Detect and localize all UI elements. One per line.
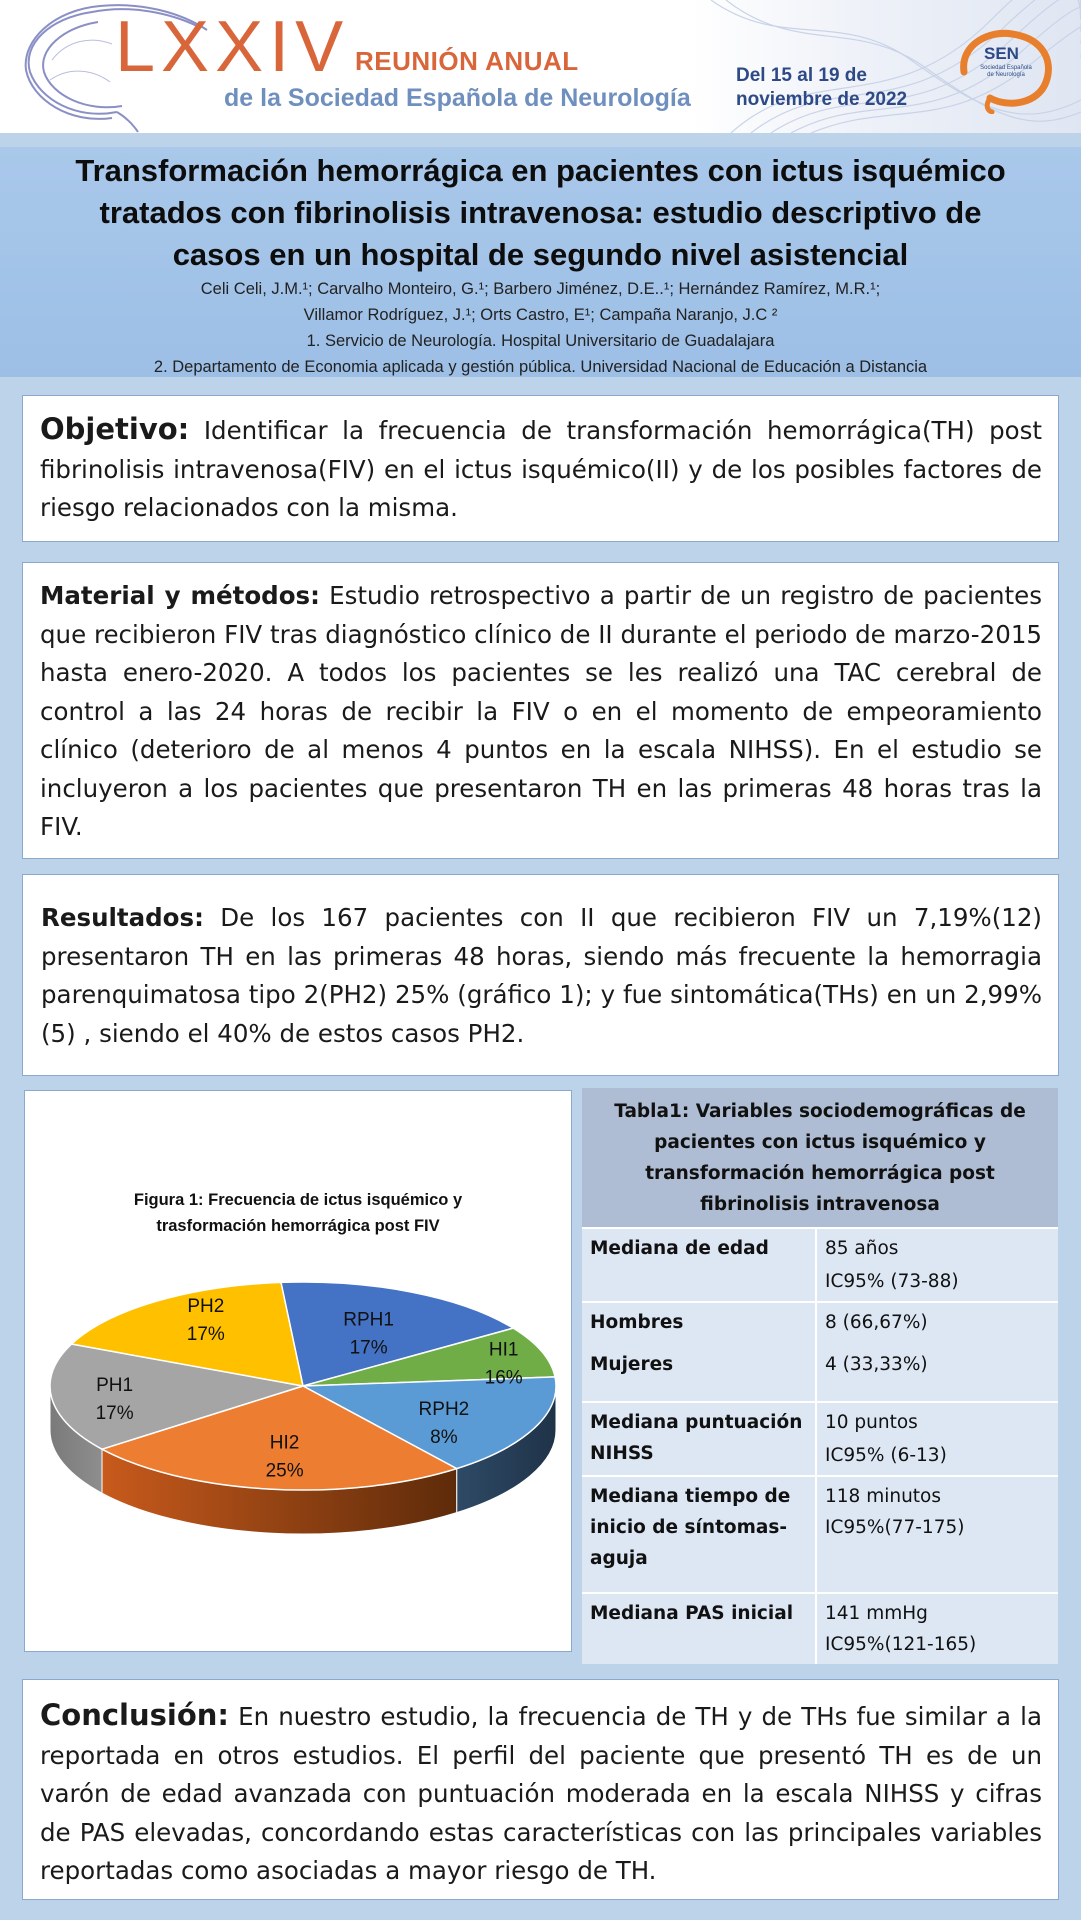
table-1 — [582, 1088, 1058, 1655]
society-name: de la Sociedad Española de Neurología — [224, 84, 691, 112]
metodos-text: Estudio retrospectivo a partir de un registro de pacientes que recibieron FIV tras diagnóstico clínico de II durante el periodo de marzo-2015 hasta enero-2020. A todos los pacientes se les realizó una TAC cerebral de control a las 24 horas de recibir la FIV o en el momento de empeoramiento clínico (deterioro de al menos 4 puntos en la escala NIHSS). En el estudio se incluyeron a los pacientes que presentaron TH en las primeras 48 horas tras la FIV. — [40, 581, 1042, 841]
row-value — [816, 1302, 1058, 1402]
affiliation-1: 1. Servicio de Neurología. Hospital Universitario de Guadalajara — [306, 332, 775, 350]
pie-label-ph2: PH2 17% — [186, 1296, 225, 1346]
row-value-line2: IC95%(77-175) — [825, 1517, 965, 1538]
row-label: Mediana puntuación NIHSS — [582, 1402, 816, 1476]
objetivo-paragraph — [40, 410, 1042, 528]
demographics-table — [582, 1088, 1058, 1664]
header-banner — [0, 0, 1081, 133]
figure-1 — [24, 1090, 572, 1652]
conclusion-paragraph — [40, 1696, 1042, 1891]
metodos-section — [22, 562, 1059, 859]
row-value-line1: 8 (66,67%) — [825, 1312, 928, 1333]
authors-line1: Celi Celi, J.M.¹; Carvalho Monteiro, G.¹; Barbero Jiménez, D.E..¹; Hernández Ramírez, M.R.¹; — [200, 280, 881, 298]
title-line2: tratados con fibrinolisis intravenosa: estudio descriptivo de — [99, 195, 982, 230]
conclusion-section — [22, 1679, 1059, 1900]
resultados-paragraph — [41, 899, 1042, 1053]
row-value — [816, 1593, 1058, 1664]
row-label: Mediana de edad — [582, 1228, 816, 1302]
pie-label-rph2: RPH2 8% — [418, 1399, 470, 1449]
row-value-line2: IC95% (73-88) — [825, 1271, 959, 1292]
sen-logo-subtitle: Sociedad Española de Neurología — [980, 65, 1032, 78]
row-value-line2: 4 (33,33%) — [825, 1354, 928, 1375]
row-label: Mediana tiempo de inicio de síntomas-aguja — [582, 1476, 816, 1593]
row-value-line1: 10 puntos — [825, 1412, 918, 1433]
event-dates — [736, 64, 907, 112]
row-value-line1: 118 minutos — [825, 1486, 942, 1507]
conclusion-text: En nuestro estudio, la frecuencia de TH y de THs fue similar a la reportada en otros estudios. El perfil del paciente que presentó TH es de un varón de edad avanzada con puntuación moderada en la escala NIHSS y cifras de PAS elevadas, concordando estas características con las principales variables reportadas como asociadas a mayor riesgo de TH. — [40, 1702, 1042, 1885]
poster-title — [0, 150, 1081, 276]
dates-line2: noviembre de 2022 — [736, 89, 908, 110]
resultados-heading: Resultados: — [41, 903, 204, 932]
metodos-heading: Material y métodos: — [40, 581, 320, 610]
pie-label-hi1: HI1 16% — [484, 1339, 523, 1389]
table-row — [582, 1228, 1058, 1302]
pie-label-hi2: HI2 25% — [265, 1432, 304, 1482]
row-label: Mediana PAS inicial — [582, 1593, 816, 1664]
conclusion-heading: Conclusión: — [40, 1698, 229, 1732]
meeting-name: REUNIÓN ANUAL — [355, 46, 579, 76]
chart-title-line2: trasformación hemorrágica post FIV — [156, 1217, 440, 1235]
pie-label-ph1: PH1 17% — [95, 1375, 134, 1425]
pie-label-rph1: RPH1 17% — [343, 1309, 394, 1359]
metodos-paragraph — [40, 577, 1042, 847]
affiliation-2: 2. Departamento de Economia aplicada y gestión pública. Universidad Nacional de Educación a Distancia — [153, 358, 928, 376]
edition-number: LXXIV — [115, 7, 350, 87]
row-label-line1: Hombres — [590, 1312, 684, 1333]
table-row — [582, 1593, 1058, 1664]
row-label — [582, 1302, 816, 1402]
row-label-line2: Mujeres — [590, 1354, 674, 1375]
sen-logo-text: SEN — [984, 44, 1019, 63]
chart-title-line1: Figura 1: Frecuencia de ictus isquémico y — [133, 1191, 463, 1209]
dates-line1: Del 15 al 19 de — [736, 65, 867, 86]
objetivo-section — [22, 395, 1059, 542]
row-value-line1: 85 años — [825, 1238, 899, 1259]
resultados-section — [22, 874, 1059, 1076]
objetivo-heading: Objetivo: — [40, 412, 190, 446]
row-value-line1: 141 mmHg — [825, 1603, 928, 1624]
objetivo-text: Identificar la frecuencia de transformación hemorrágica(TH) post fibrinolisis intravenosa(FIV) en el ictus isquémico(II) y de los posibles factores de riesgo relacionados con la misma. — [40, 416, 1042, 522]
title-line3: casos en un hospital de segundo nivel asistencial — [172, 237, 909, 272]
row-value — [816, 1228, 1058, 1302]
table-row — [582, 1402, 1058, 1476]
authors-line2: Villamor Rodríguez, J.¹; Orts Castro, E¹; Campaña Naranjo, J.C ² — [303, 306, 778, 324]
row-value-line2: IC95% (6-13) — [825, 1445, 947, 1466]
table-row — [582, 1476, 1058, 1593]
resultados-text: De los 167 pacientes con II que recibieron FIV un 7,19%(12) presentaron TH en las primeras 48 horas, siendo más frecuente la hemorragia parenquimatosa tipo 2(PH2) 25% (gráfico 1); y fue sintomática(THs) en un 2,99%(5) , siendo el 40% de estos casos PH2. — [41, 903, 1042, 1048]
title-line1: Transformación hemorrágica en pacientes con ictus isquémico — [75, 153, 1006, 188]
pie-chart — [25, 1091, 573, 1653]
table-header: Tabla1: Variables sociodemográficas de pacientes con ictus isquémico y transformación hemorrágica post fibrinolisis intravenosa — [582, 1088, 1058, 1228]
table-row — [582, 1302, 1058, 1402]
title-block — [0, 147, 1081, 377]
row-value — [816, 1402, 1058, 1476]
row-value-line2: IC95%(121-165) — [825, 1634, 977, 1655]
row-value — [816, 1476, 1058, 1593]
